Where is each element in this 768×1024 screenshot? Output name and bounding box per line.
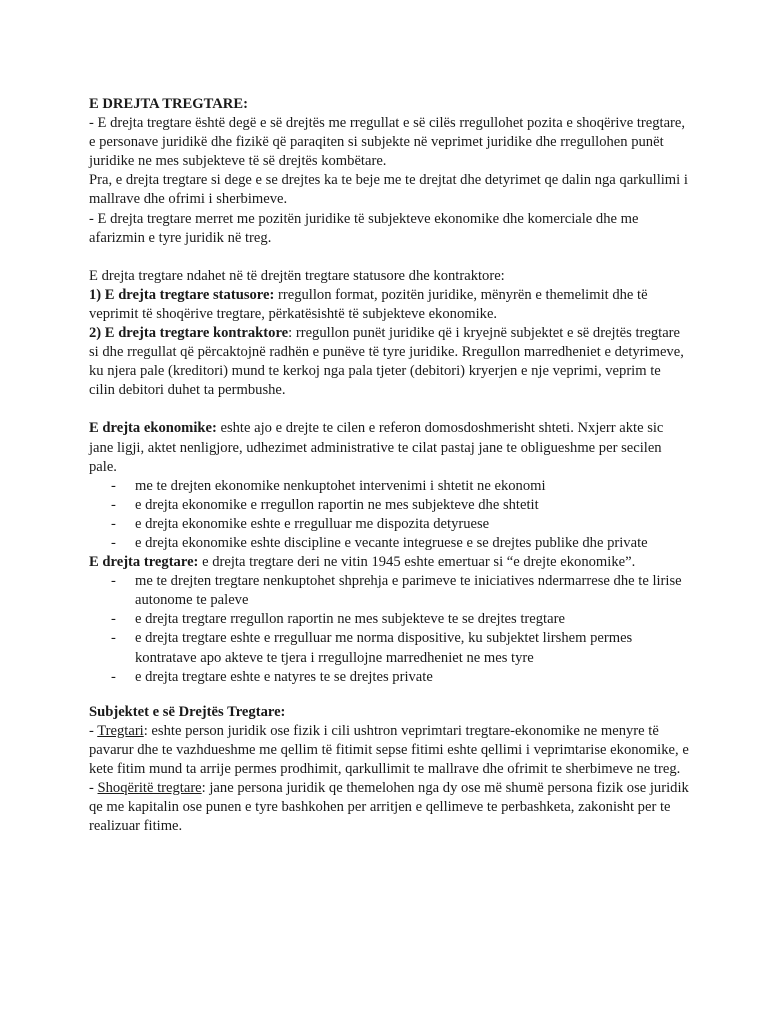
spacer — [89, 687, 690, 703]
list-item: - me te drejten tregtare nenkuptohet shprehja e parimeve te iniciatives ndermarrese dhe te lirise autonome te paleve — [111, 572, 690, 610]
statusore-paragraph — [89, 286, 690, 324]
tregtare-list — [89, 572, 690, 687]
list-item: - e drejta tregtare eshte e rregulluar me norma dispositive, ku subjektet lirshem permes kontratave apo akteve te tjera i rregullojne marredheniet ne mes tyre — [111, 629, 690, 667]
list-item: - e drejta tregtare eshte e natyres te se drejtes private — [111, 668, 690, 687]
statusore-text: rregullon format, pozitën juridike, mënyrën e themelimit dhe të veprimit të shoqërive tregtare, përkatësishtë të subjekteve ekonomike. — [89, 286, 648, 322]
intro-paragraph-3: - E drejta tregtare merret me pozitën juridike të subjekteve ekonomike dhe komerciale dhe me afarizmin e tyre juridik në treg. — [89, 210, 639, 246]
intro-paragraph-1: - E drejta tregtare është degë e së drejtës me rregullat e së cilës rregullohet pozita e shoqërive tregtare, e personave juridikë dhe fizikë që paraqiten si subjekte në veprimet juridike dhe rregullohen punët juridike ne mes subjekteve të së drejtës kombëtare. — [89, 115, 686, 170]
document-title: E DREJTA TREGTARE: — [89, 96, 248, 112]
ekonomike-text: eshte ajo e drejte te cilen e referon domosdoshmerisht shteti. Nxjerr akte sic jane ligji, aktet nenligjore, udhezimet administrative te cilat pastaj jane te obligueshme per secilen pale. — [89, 420, 664, 475]
statusore-label: 1) E drejta tregtare statusore: — [89, 286, 275, 303]
list-item: - me te drejten ekonomike nenkuptohet intervenimi i shtetit ne ekonomi — [111, 477, 690, 496]
subjektet-heading: Subjektet e së Drejtës Tregtare: — [89, 703, 286, 720]
shoqerite-paragraph — [89, 779, 690, 836]
spacer — [89, 400, 690, 419]
kontraktore-paragraph — [89, 324, 690, 400]
kontraktore-text: : rregullon punët juridike që i kryejnë subjektet e së drejtës tregtare si dhe rregullat që përcaktojnë radhën e punëve të tyre juridike. Rregullon marredheniet e detyrimeve, ku njera pale (kreditori) mund te kerkoj nga pala tjeter (debitori) kryerjen e nje veprimi, veprim te cilin debitori duhet ta permbushe. — [89, 325, 684, 399]
tregtari-paragraph — [89, 722, 690, 779]
tregtari-prefix: - — [89, 722, 98, 739]
shoqerite-prefix: - — [89, 780, 98, 797]
intro-paragraph-2: Pra, e drejta tregtare si dege e se drejtes ka te beje me te drejtat dhe detyrimet qe dalin nga qarkullimi i mallrave dhe ofrimi i sherbimeve. — [89, 172, 688, 208]
kontraktore-label: 2) E drejta tregtare kontraktore — [89, 325, 289, 342]
tregtare-label: E drejta tregtare: — [89, 554, 199, 571]
shoqerite-term: Shoqëritë tregtare — [97, 780, 202, 797]
list-item: - e drejta ekonomike eshte discipline e vecante integruese e se drejtes publike dhe private — [111, 534, 690, 553]
tregtare-text: e drejta tregtare deri ne vitin 1945 eshte emertuar si “e drejte ekonomike”. — [198, 554, 636, 571]
tregtari-text: : eshte person juridik ose fizik i cili ushtron veprimtari tregtare-ekonomike ne menyre të pavarur dhe te vazhdueshme me qellim të fitimit sepse fitimi eshte qellimi i veprimtarise ekonomike, e kete fitim mund ta arrije permes prodhimit, qarkullimit te mallrave dhe ofrimit te sherbimeve ne treg. — [89, 722, 689, 777]
list-item: - e drejta tregtare rregullon raportin ne mes subjekteve te se drejtes tregtare — [111, 610, 690, 629]
list-item: - e drejta ekonomike e rregullon raportin ne mes subjekteve dhe shtetit — [111, 496, 690, 515]
shoqerite-text: : jane persona juridik qe themelohen nga dy ose më shumë persona fizik ose juridik qe me kapitalin ose punen e tyre bashkohen per arritjen e qellimeve te perbashketa, zakonisht per te realizuar fitime. — [89, 780, 689, 835]
spacer — [89, 248, 690, 267]
ekonomike-paragraph — [89, 419, 690, 476]
ekonomike-list — [89, 477, 690, 553]
list-item: - e drejta ekonomike eshte e rregulluar me dispozita detyruese — [111, 515, 690, 534]
tregtari-term: Tregtari — [97, 722, 144, 739]
ekonomike-label: E drejta ekonomike: — [89, 420, 217, 437]
division-paragraph: E drejta tregtare ndahet në të drejtën tregtare statusore dhe kontraktore: — [89, 267, 505, 284]
tregtare-paragraph — [89, 553, 690, 572]
